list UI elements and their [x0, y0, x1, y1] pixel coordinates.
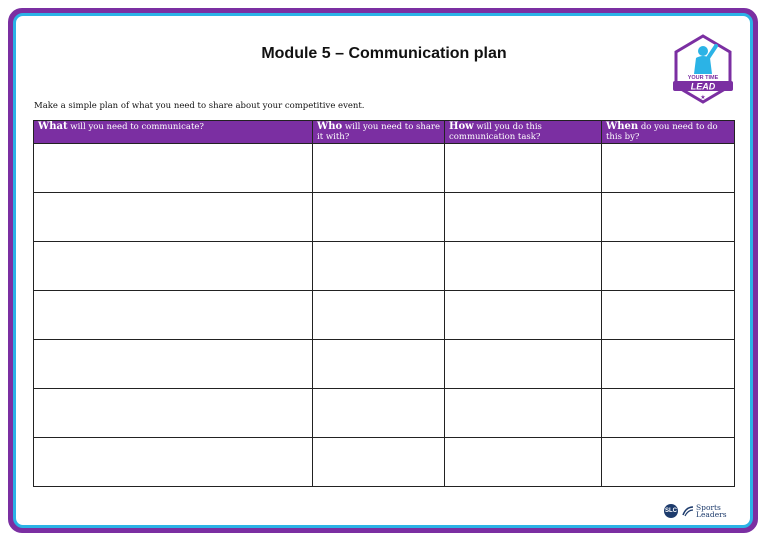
- brand-line-2: Leaders: [696, 510, 727, 519]
- column-header-when: [602, 121, 735, 144]
- table-cell[interactable]: [445, 144, 602, 193]
- table-row: [34, 193, 735, 242]
- table-cell[interactable]: [34, 438, 313, 487]
- column-header-rest: will you need to share it with?: [317, 122, 441, 142]
- table-header-row: [34, 121, 735, 144]
- swoosh-icon: [682, 505, 694, 517]
- table-cell[interactable]: [445, 340, 602, 389]
- table-cell[interactable]: [602, 340, 735, 389]
- table-cell[interactable]: [313, 389, 445, 438]
- column-header-bold: How: [449, 121, 474, 132]
- table-cell[interactable]: [34, 291, 313, 340]
- table-cell[interactable]: [313, 242, 445, 291]
- column-header-rest: do you need to do this by?: [606, 122, 718, 142]
- column-header-bold: What: [38, 121, 68, 132]
- column-header-rest: will you do this communication task?: [449, 122, 542, 142]
- table-row: [34, 340, 735, 389]
- table-cell[interactable]: [313, 438, 445, 487]
- svg-text:YOUR TIME: YOUR TIME: [687, 75, 719, 81]
- table-cell[interactable]: [445, 438, 602, 487]
- table-row: [34, 242, 735, 291]
- column-header-bold: Who: [317, 121, 343, 132]
- instruction-text: Make a simple plan of what you need to share about your competitive event.: [34, 101, 365, 111]
- table-row: [34, 291, 735, 340]
- table-row: [34, 144, 735, 193]
- table-cell[interactable]: [34, 193, 313, 242]
- svg-text:★: ★: [700, 94, 706, 101]
- table-cell[interactable]: [445, 291, 602, 340]
- table-cell[interactable]: [602, 144, 735, 193]
- table-cell[interactable]: [34, 389, 313, 438]
- your-time-to-lead-logo: [672, 34, 734, 104]
- table-cell[interactable]: [34, 242, 313, 291]
- sports-leaders-wordmark: [696, 504, 727, 519]
- column-header-bold: When: [606, 121, 639, 132]
- table-cell[interactable]: [602, 389, 735, 438]
- sports-leaders-logo: [664, 500, 736, 522]
- table-cell[interactable]: [602, 438, 735, 487]
- svg-text:LEAD: LEAD: [690, 81, 716, 92]
- page-title: Module 5 – Communication plan: [261, 45, 507, 62]
- brand-line-1: Sports: [696, 502, 721, 512]
- table-cell[interactable]: [445, 193, 602, 242]
- table-cell[interactable]: [34, 340, 313, 389]
- table-cell[interactable]: [34, 144, 313, 193]
- table-cell[interactable]: [313, 144, 445, 193]
- column-header-rest: will you need to communicate?: [67, 122, 204, 132]
- table-cell[interactable]: [313, 291, 445, 340]
- column-header-who: [313, 121, 445, 144]
- table-cell[interactable]: [445, 389, 602, 438]
- table-cell[interactable]: [602, 242, 735, 291]
- communication-plan-table: [33, 120, 735, 487]
- table-row: [34, 438, 735, 487]
- column-header-what: [34, 121, 313, 144]
- table-cell[interactable]: [445, 242, 602, 291]
- table-cell[interactable]: [313, 340, 445, 389]
- slc-badge: SLC: [664, 504, 678, 518]
- table-cell[interactable]: [602, 193, 735, 242]
- table-cell[interactable]: [313, 193, 445, 242]
- sports-leaders-mark: [682, 504, 727, 519]
- column-header-how: [445, 121, 602, 144]
- table-cell[interactable]: [602, 291, 735, 340]
- table-row: [34, 389, 735, 438]
